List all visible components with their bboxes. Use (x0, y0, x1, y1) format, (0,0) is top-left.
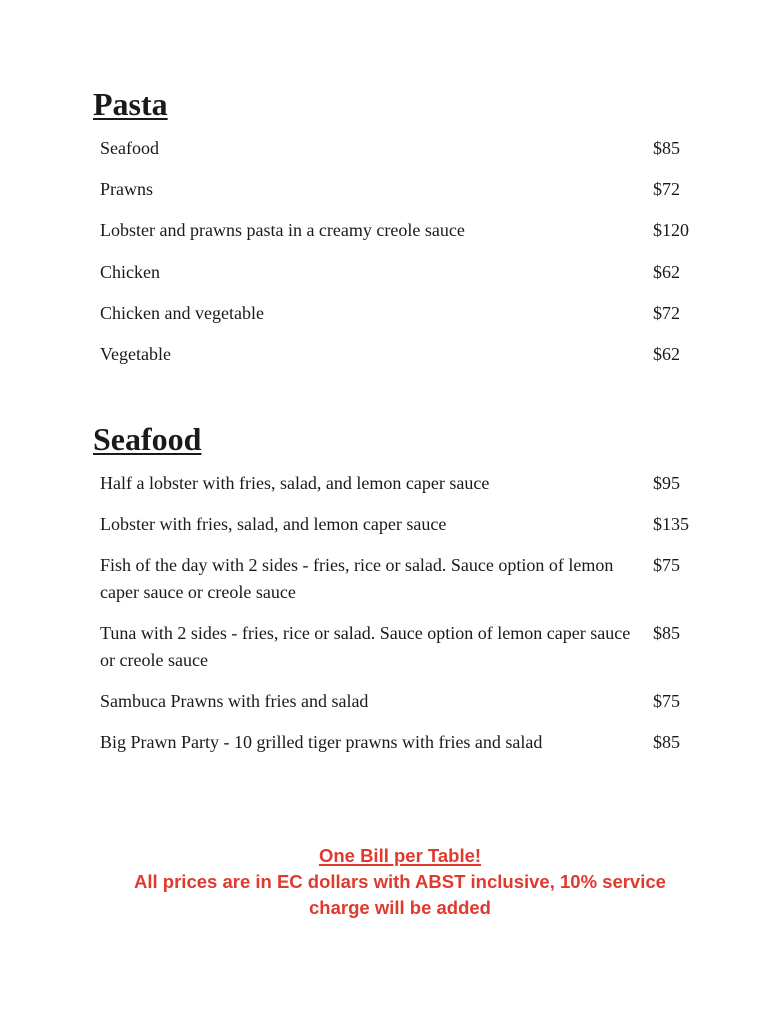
menu-item-price: $95 (653, 473, 680, 493)
menu-item-name: Chicken (100, 261, 160, 282)
menu-item-name: Fish of the day with 2 sides - fries, rice or salad. Sauce option of lemon caper sauce or creole sauce (100, 555, 614, 602)
menu-item-name: Sambuca Prawns with fries and salad (100, 690, 369, 711)
menu-item (100, 729, 720, 756)
menu-item-name: Seafood (100, 138, 159, 158)
pasta-menu-list (100, 135, 720, 382)
menu-item-price: $75 (653, 555, 680, 576)
billing-notice (0, 843, 774, 921)
menu-item (100, 217, 720, 244)
menu-item-price: $75 (653, 690, 680, 711)
menu-item-price: $62 (653, 261, 680, 282)
menu-item (100, 341, 720, 368)
menu-item-price: $85 (653, 731, 680, 752)
menu-item-name: Tuna with 2 sides - fries, rice or salad. Sauce option of lemon caper sauce or creole sauce (100, 623, 631, 670)
menu-item (100, 176, 720, 203)
menu-item-price: $120 (653, 220, 689, 241)
section-title-seafood: Seafood (93, 421, 202, 457)
menu-item-price: $135 (653, 514, 689, 535)
menu-item (100, 688, 720, 715)
menu-item-price: $85 (653, 138, 680, 158)
menu-item-name: Half a lobster with fries, salad, and lemon caper sauce (100, 473, 490, 493)
menu-item (100, 511, 720, 538)
menu-item-name: Lobster with fries, salad, and lemon caper sauce (100, 514, 447, 535)
menu-item-name: Prawns (100, 179, 153, 200)
menu-item-price: $62 (653, 343, 680, 364)
menu-item (100, 259, 720, 286)
menu-item-name: Big Prawn Party - 10 grilled tiger prawns with fries and salad (100, 731, 543, 752)
prices-notice-line: All prices are in EC dollars with ABST inclusive, 10% service (134, 871, 666, 892)
seafood-menu-list (100, 470, 720, 770)
service-charge-notice-line: charge will be added (309, 897, 491, 918)
menu-item-name: Lobster and prawns pasta in a creamy creole sauce (100, 220, 465, 241)
one-bill-notice: One Bill per Table! (318, 845, 482, 866)
menu-item-name: Chicken and vegetable (100, 302, 264, 323)
menu-item-price: $85 (653, 623, 680, 644)
section-title-pasta: Pasta (93, 86, 168, 122)
menu-item (100, 135, 720, 162)
menu-item (100, 470, 720, 497)
menu-item-name: Vegetable (100, 343, 171, 364)
menu-item (100, 552, 720, 605)
menu-item-price: $72 (653, 302, 680, 323)
menu-item-price: $72 (653, 179, 680, 200)
menu-item (100, 620, 720, 673)
menu-item (100, 300, 720, 327)
